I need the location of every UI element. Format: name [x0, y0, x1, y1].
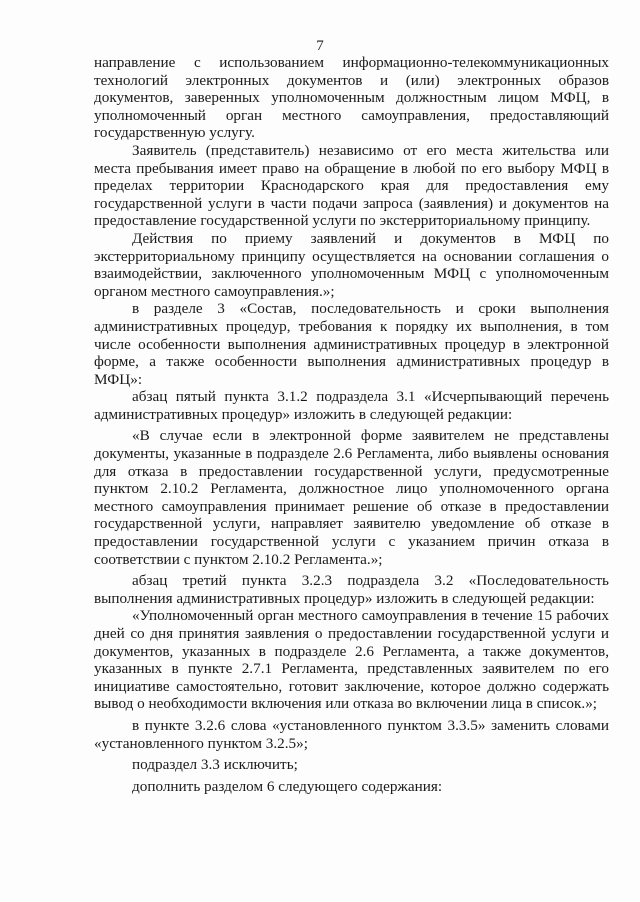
paragraph-item-3-2-3: абзац третий пункта 3.2.3 подраздела 3.2 «Последовательность выполнения административных процедур» изложить в следующей редакции:: [94, 572, 609, 607]
paragraph-quote-refusal: «В случае если в электронной форме заявителем не представлены документы, указанные в подразделе 2.6 Регламента, либо выявлены основания для отказа в предоставлении государственной услуги, предусмотренные пунктом 2.10.2 Регламента, должностное лицо уполномоченного органа местного самоуправления принимает решение об отказе в предоставлении государственной услуги, направляет заявителю уведомление об отказе в предоставлении государственной услуги с указанием причин отказа в соответствии с пунктом 2.10.2 Регламента.»;: [94, 427, 609, 568]
paragraph-item-3-1-2: абзац пятый пункта 3.1.2 подраздела 3.1 «Исчерпывающий перечень административных процедур» изложить в следующей редакции:: [94, 388, 609, 423]
page-number: 7: [316, 38, 324, 54]
paragraph-quote-15-days: «Уполномоченный орган местного самоуправления в течение 15 рабочих дней со дня принятия заявления о предоставлении государственной услуги и документов, указанных в подразделе 2.6 Регламента, а также документов, указанных в пункте 2.7.1 Регламента, представленных заявителем по его инициативе самостоятельно, готовит заключение, которое должно содержать вывод о необходимости включения или отказа во включении лица в список.»;: [94, 607, 609, 713]
paragraph-mfc-transfer: направление с использованием информационно-телекоммуникационных технологий электронных документов и (или) электронных образов документов, заверенных уполномоченным должностным лицом МФЦ, в уполномоченный орган местного самоуправления, предоставляющий государственную услугу.: [94, 54, 609, 142]
paragraph-section-6: дополнить разделом 6 следующего содержания:: [132, 777, 443, 795]
paragraph-extraterritorial-actions: Действия по приему заявлений и документов в МФЦ по экстерриториальному принципу осуществляется на основании соглашения о взаимодействии, заключенного уполномоченным МФЦ с уполномоченным органом местного самоуправления.»;: [94, 229, 609, 300]
document-body: [94, 54, 609, 795]
paragraph-applicant-right: Заявитель (представитель) независимо от его места жительства или места пребывания имеет право на обращение в любой по его выбору МФЦ в пределах территории Краснодарского края для предоставления ему государственной услуги в части подачи запроса (заявления) и документов на предоставление государственной услуги по экстерриториальному принципу.: [94, 141, 609, 230]
paragraph-section-3: в разделе 3 «Состав, последовательность и сроки выполнения административных процедур, требования к порядку их выполнения, в том числе особенности выполнения административных процедур в электронной форме, а также особенности выполнения административных процедур в МФЦ»:: [94, 300, 609, 388]
paragraph-subsection-3-3: подраздел 3.3 исключить;: [132, 756, 298, 774]
paragraph-item-3-2-6: в пункте 3.2.6 слова «установленного пунктом 3.3.5» заменить словами «установленного пунктом 3.2.5»;: [94, 716, 609, 752]
